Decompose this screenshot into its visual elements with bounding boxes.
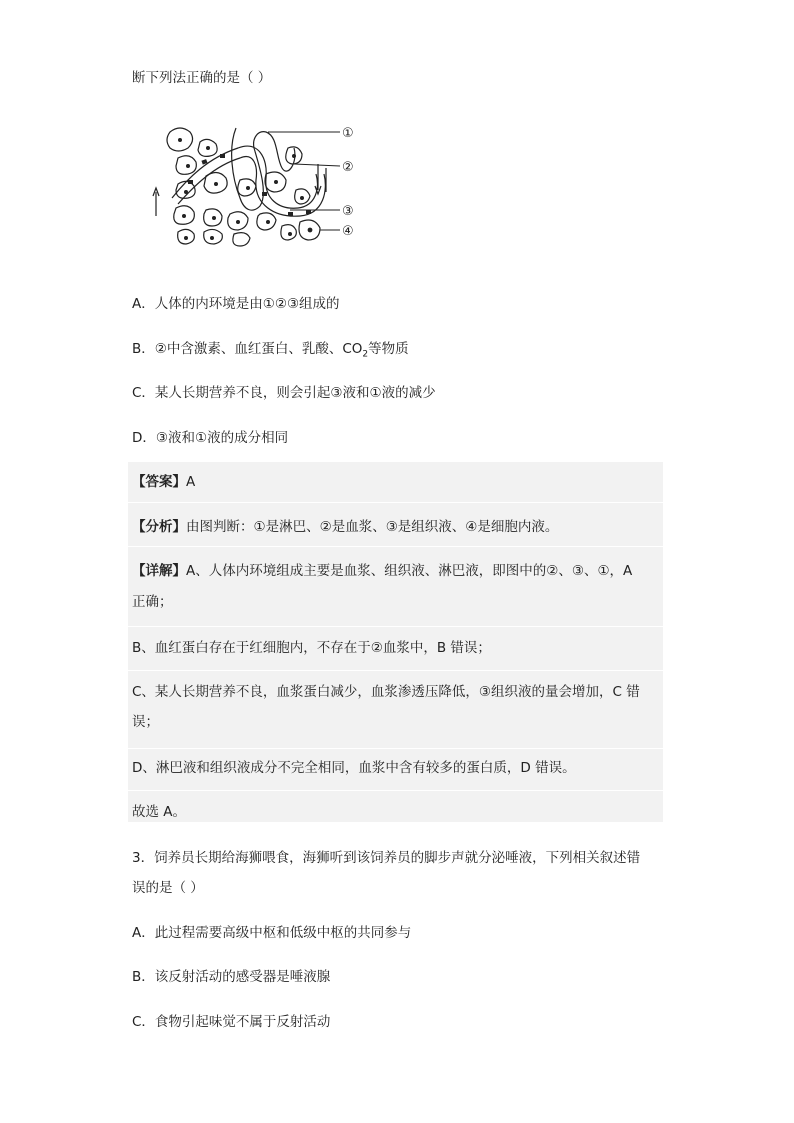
cell-nucleus xyxy=(210,236,214,240)
option-a: A．人体的内环境是由①②③组成的 xyxy=(132,296,340,312)
cell-nucleus xyxy=(186,164,190,168)
conclusion: 故选 A。 xyxy=(132,804,187,820)
tissue-cell xyxy=(233,233,250,246)
detail-c-1: C、某人长期营养不良，血浆蛋白减少，血浆渗透压降低，③组织液的量会增加，C 错 xyxy=(132,684,640,700)
red-blood-cell xyxy=(306,210,311,214)
detail-line-1: 【详解】A、人体内环境组成主要是血浆、组织液、淋巴液，即图中的②、③、①，A xyxy=(132,563,633,579)
tissue-cell xyxy=(176,156,196,175)
separator xyxy=(128,748,663,749)
question-stem-tail: 断下列法正确的是（ ） xyxy=(132,70,272,86)
cell-nucleus xyxy=(182,214,186,218)
red-blood-cell xyxy=(262,192,267,196)
q3-option-a: A．此过程需要高级中枢和低级中枢的共同参与 xyxy=(132,925,412,941)
option-d: D．③液和①液的成分相同 xyxy=(132,430,289,446)
q3-option-b: B．该反射活动的感受器是唾液腺 xyxy=(132,969,331,985)
detail-line-2: 正确； xyxy=(132,594,173,610)
cell-nucleus xyxy=(178,138,182,142)
diagram-label-1: ① xyxy=(342,126,354,141)
analysis-line: 【分析】由图判断：①是淋巴、②是血浆、③是组织液、④是细胞内液。 xyxy=(132,519,559,535)
red-blood-cell xyxy=(188,180,193,184)
answer-line: 【答案】A xyxy=(132,474,196,490)
red-blood-cell xyxy=(220,154,225,158)
cell-nucleus xyxy=(246,186,250,190)
cell-nucleus xyxy=(274,180,278,184)
q3-stem-line-2: 误的是（ ） xyxy=(132,880,204,896)
lymph-vessel xyxy=(232,128,295,210)
cell-nucleus xyxy=(300,196,304,200)
separator xyxy=(128,670,663,671)
cell-nucleus xyxy=(236,220,240,224)
red-blood-cell xyxy=(288,212,293,216)
cell-nucleus xyxy=(214,182,218,186)
detail-b: B、血红蛋白存在于红细胞内，不存在于②血浆中，B 错误； xyxy=(132,640,491,656)
q3-stem-line-1: 3．饲养员长期给海狮喂食，海狮听到该饲养员的脚步声就分泌唾液，下列相关叙述错 xyxy=(132,850,641,866)
separator xyxy=(128,502,663,503)
cell-nucleus xyxy=(184,236,188,240)
diagram-label-2: ② xyxy=(342,160,354,175)
cell-nucleus xyxy=(206,146,210,150)
separator xyxy=(128,626,663,627)
cell-nucleus xyxy=(308,228,313,233)
option-b: B．②中含激素、血红蛋白、乳酸、$CO_2$等物质 xyxy=(132,341,409,360)
cell-nucleus xyxy=(184,190,188,194)
separator xyxy=(128,790,663,791)
cell-nucleus xyxy=(292,154,296,158)
tissue-cell xyxy=(281,225,296,240)
q3-option-c: C．食物引起味觉不属于反射活动 xyxy=(132,1014,331,1030)
detail-c-2: 误； xyxy=(132,714,159,730)
cell-nucleus xyxy=(212,216,216,220)
detail-d: D、淋巴液和组织液成分不完全相同，血浆中含有较多的蛋白质，D 错误。 xyxy=(132,760,576,776)
diagram-label-4: ④ xyxy=(342,224,354,239)
diagram-label-3: ③ xyxy=(342,204,354,219)
tissue-diagram xyxy=(148,118,368,253)
separator xyxy=(128,546,663,547)
cell-nucleus xyxy=(288,232,292,236)
option-c: C．某人长期营养不良，则会引起③液和①液的减少 xyxy=(132,385,436,401)
cell-nucleus xyxy=(266,220,270,224)
